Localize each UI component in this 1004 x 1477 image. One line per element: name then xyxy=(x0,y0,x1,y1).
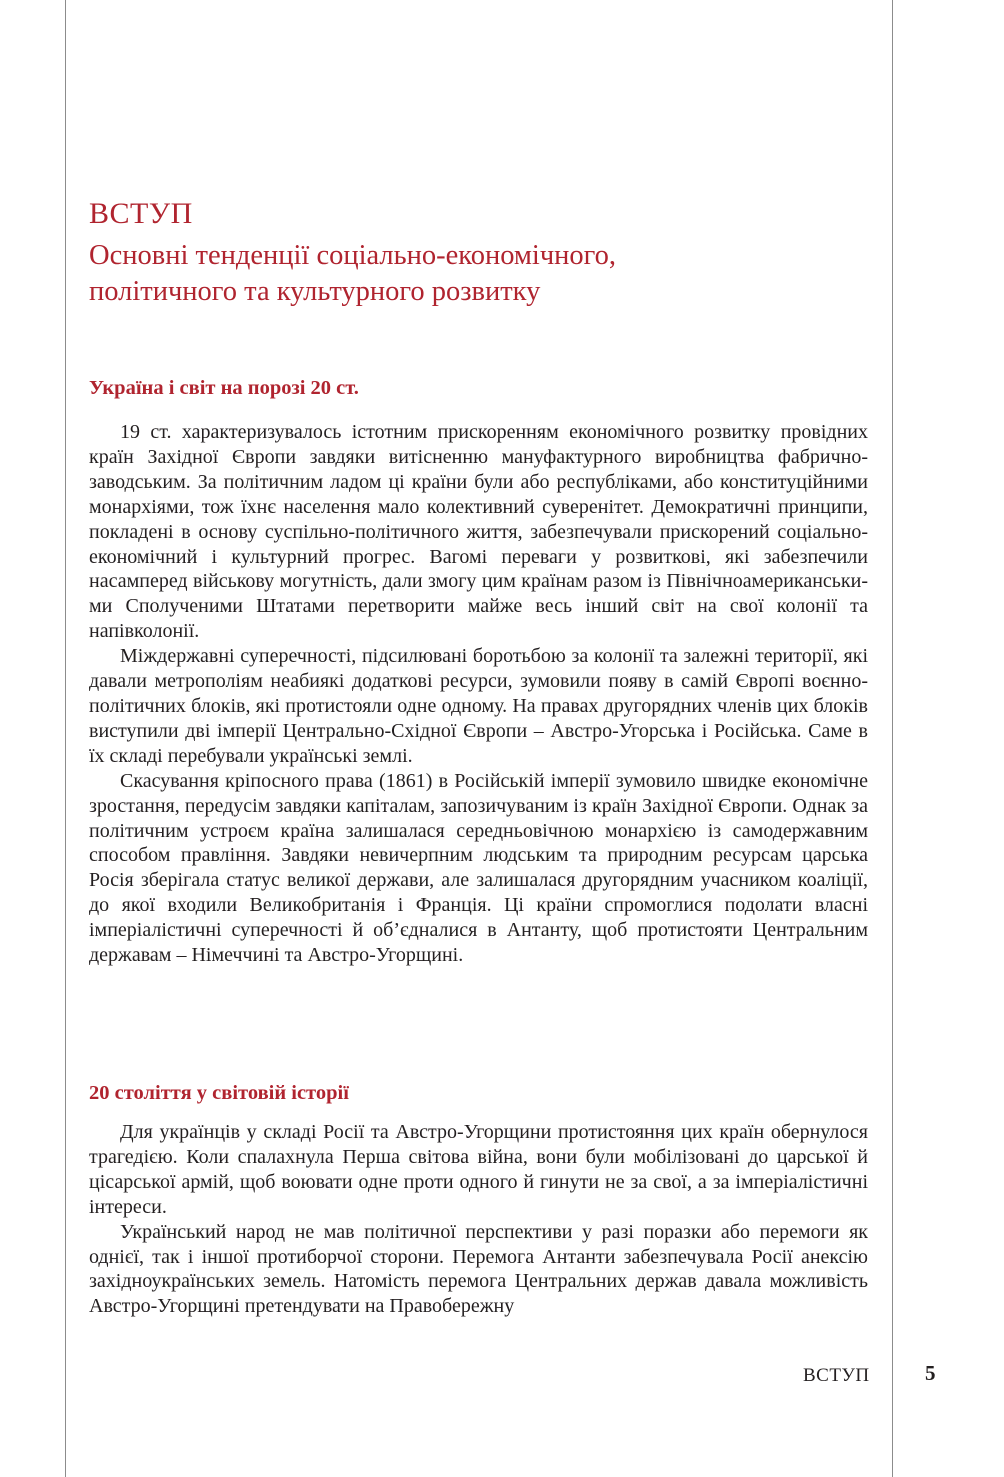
left-margin-rule xyxy=(65,0,66,1477)
section-heading-ukraine-and-world: Україна і світ на порозі 20 ст. xyxy=(89,377,359,399)
paragraph: Український народ не мав політичної перспективи у разі поразки або перемоги як однієї, так і іншої протиборчої сторони. Перемога Антанти забезпечувала Росії анексію західноукраїнських земель. Натомість перемога Центральних держав давала можливість Австро-Угорщині претендувати на Правобережну xyxy=(89,1220,868,1318)
paragraph: Для українців у складі Росії та Австро-Угорщини протистояння цих країн обернулося трагедією. Коли спалахнула Перша світова війна, вони були мобілізовані до царської й цісарської армій, щоб воювати одне проти одного й гинути не за свої, а за імперіалістичні інтереси. xyxy=(89,1121,868,1218)
chapter-title xyxy=(89,238,869,310)
running-head: ВСТУП xyxy=(803,1365,870,1386)
paragraph: Скасування кріпосного права (1861) в Російській імперії зумовило швидке економічне зростання, передусім завдяки капіталам, запозичуваним із країн Західної Європи. Однак за політичним устроєм країна залишалася середньовічною монархією із самодержавним способом правління. Завдяки невичерпним людським та природним ресурсам царська Росія зберігала статус великої держави, але залишалася другорядним учасником коаліції, до якої входили Великобританія і Франція. Ці країни спромоглися подолати власні імперіалістичні суперечності й об’єдналися в Антанту, щоб протистояти Центральним державам – Німеччині та Австро-Угорщині. xyxy=(89,769,868,967)
paragraph: Міждержавні суперечності, підсилювані боротьбою за колонії та залежні території, які давали метрополіям неабиякі додаткові ресурси, зумовили появу в самій Європі воєнно-політичних блоків, які протистояли одне одному. На правах другорядних членів цих блоків виступили дві імперії Центрально-Східної Європи – Австро-Угорська і Російська. Саме в їх складі перебували українські землі. xyxy=(89,645,868,767)
section-body-20th-century xyxy=(89,1120,868,1319)
section-body-ukraine-and-world xyxy=(89,420,868,968)
right-margin-rule xyxy=(892,0,893,1477)
chapter-title-line-2: політичного та культурного розвитку xyxy=(89,276,541,307)
page-number: 5 xyxy=(925,1361,936,1385)
chapter-label: ВСТУП xyxy=(89,197,193,230)
paragraph: 19 ст. характеризувалось істотним прискоренням економічного розвитку провідних країн Західної Європи завдяки витісненню мануфактурного виробництва фабрично-заводським. За політичним ладом ці країни були або республіками, або конституційними монархіями, тож їхнє населення мало колективний суверенітет. Демократичні принципи, покладені в основу суспільно-політичного життя, забезпечували прискорений соціально-економічний і культурний прогрес. Вагомі переваги у розвиткові, які забезпечили насамперед військову могутність, дали змогу цим країнам разом із Північноамериканськими Сполученими Штатами перетворити майже весь інший світ на свої колонії та напівколонії. xyxy=(89,421,868,643)
chapter-title-line-1: Основні тенденції соціально-економічного, xyxy=(89,240,617,271)
section-heading-20th-century: 20 століття у світовій історії xyxy=(89,1082,349,1104)
